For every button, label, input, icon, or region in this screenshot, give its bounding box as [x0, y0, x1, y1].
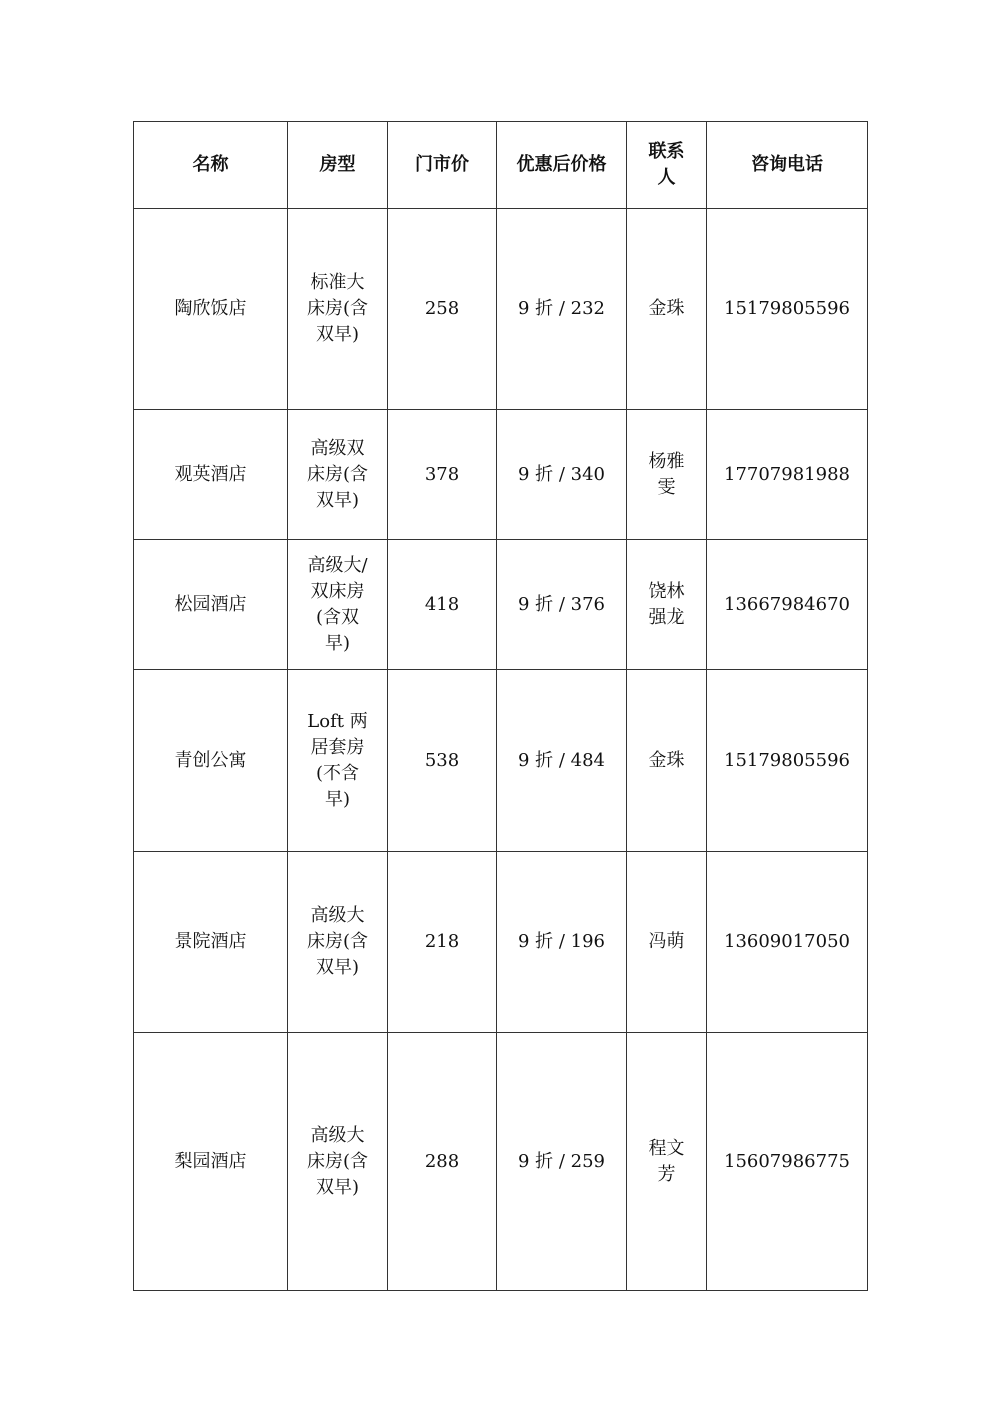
- room-type: Loft 两居套房(不含早): [307, 710, 368, 810]
- contact-person: 金珠: [648, 298, 685, 319]
- discount-price: 9 折 / 196: [497, 852, 627, 1033]
- hotel-name: 观英酒店: [134, 410, 288, 540]
- room-type: 高级双床房(含双早): [306, 437, 369, 511]
- hotel-name: 青创公寓: [134, 670, 288, 852]
- header-discount-price: 优惠后价格: [497, 122, 627, 209]
- discount-price: 9 折 / 340: [497, 410, 627, 540]
- contact-person: 饶林强龙: [648, 580, 685, 628]
- list-price: 258: [388, 209, 497, 410]
- discount-price: 9 折 / 259: [497, 1033, 627, 1291]
- header-phone: 咨询电话: [707, 122, 868, 209]
- header-row: [134, 122, 868, 209]
- header-room-type: 房型: [288, 122, 388, 209]
- table-row: [134, 852, 868, 1033]
- list-price: 218: [388, 852, 497, 1033]
- phone-number: 15179805596: [707, 670, 868, 852]
- header-list-price: 门市价: [388, 122, 497, 209]
- phone-number: 13609017050: [707, 852, 868, 1033]
- room-type: 高级大/双床房(含双早): [307, 554, 368, 654]
- table-row: [134, 410, 868, 540]
- hotel-name: 梨园酒店: [134, 1033, 288, 1291]
- contact-person: 杨雅雯: [648, 450, 685, 498]
- table-row: [134, 1033, 868, 1291]
- table-row: [134, 670, 868, 852]
- room-type: 高级大床房(含双早): [306, 1124, 369, 1198]
- list-price: 418: [388, 540, 497, 670]
- contact-person: 程文芳: [648, 1137, 685, 1185]
- phone-number: 15607986775: [707, 1033, 868, 1291]
- phone-number: 13667984670: [707, 540, 868, 670]
- table-row: [134, 209, 868, 410]
- header-contact: 联系人: [648, 141, 685, 188]
- hotel-price-table: [133, 121, 868, 1291]
- table-row: [134, 540, 868, 670]
- phone-number: 15179805596: [707, 209, 868, 410]
- discount-price: 9 折 / 232: [497, 209, 627, 410]
- discount-price: 9 折 / 376: [497, 540, 627, 670]
- contact-person: 冯萌: [648, 931, 685, 952]
- list-price: 538: [388, 670, 497, 852]
- room-type: 高级大床房(含双早): [306, 905, 369, 978]
- hotel-name: 陶欣饭店: [134, 209, 288, 410]
- hotel-name: 景院酒店: [134, 852, 288, 1033]
- hotel-name: 松园酒店: [134, 540, 288, 670]
- room-type: 标准大床房(含双早): [306, 272, 369, 345]
- contact-person: 金珠: [648, 749, 685, 771]
- list-price: 288: [388, 1033, 497, 1291]
- discount-price: 9 折 / 484: [497, 670, 627, 852]
- phone-number: 17707981988: [707, 410, 868, 540]
- list-price: 378: [388, 410, 497, 540]
- header-name: 名称: [134, 122, 288, 209]
